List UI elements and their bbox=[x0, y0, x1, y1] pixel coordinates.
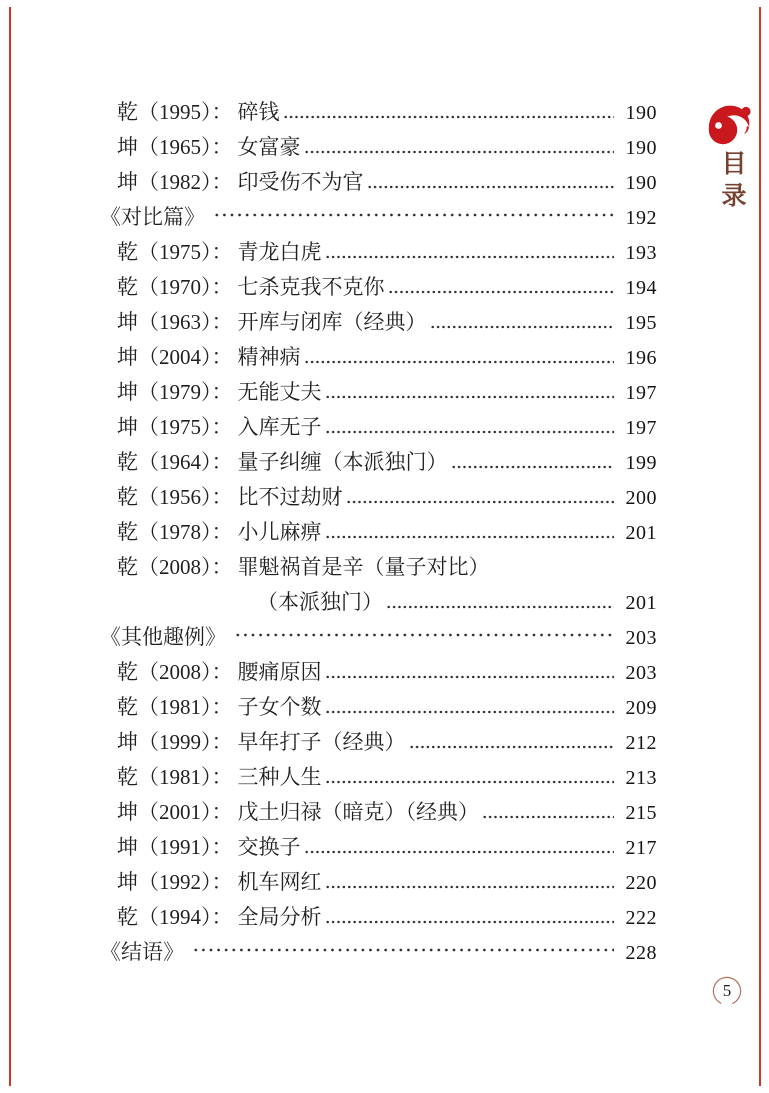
dot-leader bbox=[325, 911, 615, 924]
entry-label: 乾（1975）： bbox=[117, 240, 233, 264]
entry-title: 比不过劫财 bbox=[237, 485, 343, 509]
toc-entry-row bbox=[100, 760, 657, 795]
entry-label: 乾（1981）： bbox=[117, 765, 233, 789]
taiji-fish-logo bbox=[702, 98, 758, 152]
dot-leader bbox=[325, 386, 615, 399]
dot-leader bbox=[325, 666, 615, 679]
entry-title: 戊土归禄（暗克）（经典） bbox=[237, 800, 479, 824]
toc-entry-row bbox=[100, 445, 657, 480]
entry-title: 碎钱 bbox=[237, 100, 280, 124]
entry-label: 坤（1991）： bbox=[117, 835, 233, 859]
toc-entry-row bbox=[100, 235, 657, 270]
entry-title: 开库与闭库（经典） bbox=[237, 310, 427, 334]
entry-title: 腰痛原因 bbox=[237, 660, 322, 684]
section-title: 《对比篇》 bbox=[100, 205, 205, 229]
dot-leader bbox=[325, 876, 615, 889]
dot-leader bbox=[388, 281, 615, 294]
page-number: 5 bbox=[722, 981, 732, 1000]
page-ref: 203 bbox=[625, 627, 657, 649]
page-ref: 209 bbox=[625, 697, 657, 719]
entry-title: 七杀克我不克你 bbox=[237, 275, 385, 299]
entry-label: 乾（2008）： bbox=[117, 660, 233, 684]
entry-label: 坤（1965）： bbox=[117, 135, 233, 159]
page-ref: 190 bbox=[625, 137, 657, 159]
toc-section-row bbox=[100, 620, 657, 655]
dot-leader bbox=[283, 106, 615, 119]
section-title: 《其他趣例》 bbox=[100, 625, 226, 649]
dot-leader bbox=[482, 806, 614, 819]
entry-title: 青龙白虎 bbox=[237, 240, 322, 264]
page-ref: 196 bbox=[625, 347, 657, 369]
page-ref: 222 bbox=[625, 907, 657, 929]
dot-leader bbox=[325, 421, 615, 434]
page-ref: 201 bbox=[625, 592, 657, 614]
entry-label: 乾（1978）： bbox=[117, 520, 233, 544]
dot-leader bbox=[325, 771, 615, 784]
page-ref: 193 bbox=[625, 242, 657, 264]
page-ref: 197 bbox=[625, 417, 657, 439]
dot-leader bbox=[430, 316, 615, 329]
page-ref: 194 bbox=[625, 277, 657, 299]
page-ref: 220 bbox=[625, 872, 657, 894]
dot-leader bbox=[346, 491, 615, 504]
dot-leader bbox=[213, 211, 614, 224]
entry-title: 印受伤不为官 bbox=[237, 170, 364, 194]
dot-leader bbox=[325, 246, 615, 259]
entry-label: 坤（2004）： bbox=[117, 345, 233, 369]
toc-entry-row bbox=[100, 375, 657, 410]
entry-title: 量子纠缠（本派独门） bbox=[237, 450, 448, 474]
toc-entry-row bbox=[100, 550, 657, 585]
toc-entry-row bbox=[100, 655, 657, 690]
entry-label: 坤（2001）： bbox=[117, 800, 233, 824]
toc-entry-row bbox=[100, 410, 657, 445]
dot-leader bbox=[304, 141, 615, 154]
page-ref: 212 bbox=[625, 732, 657, 754]
entry-title: 精神病 bbox=[237, 345, 301, 369]
entry-label: 坤（1982）： bbox=[117, 170, 233, 194]
toc-continuation-row bbox=[100, 585, 657, 620]
toc-entry-row bbox=[100, 865, 657, 900]
dot-leader bbox=[409, 736, 615, 749]
entry-label: 坤（1992）： bbox=[117, 870, 233, 894]
toc-entry-row bbox=[100, 340, 657, 375]
toc-entry-row bbox=[100, 795, 657, 830]
toc-entry-row bbox=[100, 95, 657, 130]
side-tab-label: 目录 bbox=[718, 150, 745, 214]
dot-leader bbox=[325, 701, 615, 714]
entry-label: 乾（1995）： bbox=[117, 100, 233, 124]
dot-leader bbox=[386, 596, 614, 609]
left-edge-rule bbox=[9, 7, 11, 1086]
toc-entry-row bbox=[100, 830, 657, 865]
dot-leader bbox=[304, 841, 615, 854]
toc-entry-row bbox=[100, 900, 657, 935]
page-ref: 192 bbox=[625, 207, 657, 229]
dot-leader bbox=[192, 946, 614, 959]
entry-label: 坤（1963）： bbox=[117, 310, 233, 334]
entry-label: 乾（1981）： bbox=[117, 695, 233, 719]
entry-title: 子女个数 bbox=[237, 695, 322, 719]
entry-title: 早年打子（经典） bbox=[237, 730, 406, 754]
page-ref: 195 bbox=[625, 312, 657, 334]
table-of-contents bbox=[100, 95, 657, 970]
toc-entry-row bbox=[100, 480, 657, 515]
page-ref: 190 bbox=[625, 102, 657, 124]
entry-label: 乾（1994）： bbox=[117, 905, 233, 929]
page-ref: 190 bbox=[625, 172, 657, 194]
entry-title: 女富豪 bbox=[237, 135, 301, 159]
page-ref: 213 bbox=[625, 767, 657, 789]
entry-title-continuation: （本派独门） bbox=[257, 590, 383, 614]
entry-title: 罪魁祸首是辛（量子对比） bbox=[237, 555, 490, 579]
page-number-badge bbox=[709, 973, 745, 1009]
toc-section-row bbox=[100, 200, 657, 235]
page-ref: 201 bbox=[625, 522, 657, 544]
section-title: 《结语》 bbox=[100, 940, 184, 964]
dot-leader bbox=[325, 526, 615, 539]
entry-label: 乾（2008）： bbox=[117, 555, 233, 579]
entry-title: 机车网红 bbox=[237, 870, 322, 894]
dot-leader bbox=[304, 351, 615, 364]
right-edge-rule bbox=[759, 7, 761, 1086]
entry-title: 无能丈夫 bbox=[237, 380, 322, 404]
page-ref: 215 bbox=[625, 802, 657, 824]
entry-label: 乾（1970）： bbox=[117, 275, 233, 299]
toc-section-row bbox=[100, 935, 657, 970]
entry-label: 坤（1999）： bbox=[117, 730, 233, 754]
page-ref: 199 bbox=[625, 452, 657, 474]
dot-leader bbox=[234, 631, 614, 644]
entry-title: 交换子 bbox=[237, 835, 301, 859]
page-ref: 203 bbox=[625, 662, 657, 684]
toc-entry-row bbox=[100, 305, 657, 340]
toc-entry-row bbox=[100, 165, 657, 200]
entry-label: 乾（1964）： bbox=[117, 450, 233, 474]
page-ref: 217 bbox=[625, 837, 657, 859]
page-ref: 228 bbox=[625, 942, 657, 964]
entry-title: 入库无子 bbox=[237, 415, 322, 439]
toc-entry-row bbox=[100, 270, 657, 305]
entry-title: 小儿麻痹 bbox=[237, 520, 322, 544]
page-ref: 200 bbox=[625, 487, 657, 509]
entry-label: 乾（1956）： bbox=[117, 485, 233, 509]
entry-label: 坤（1975）： bbox=[117, 415, 233, 439]
dot-leader bbox=[367, 176, 615, 189]
entry-title: 全局分析 bbox=[237, 905, 322, 929]
toc-entry-row bbox=[100, 725, 657, 760]
toc-entry-row bbox=[100, 130, 657, 165]
toc-entry-row bbox=[100, 690, 657, 725]
page-ref: 197 bbox=[625, 382, 657, 404]
toc-entry-row bbox=[100, 515, 657, 550]
entry-label: 坤（1979）： bbox=[117, 380, 233, 404]
dot-leader bbox=[451, 456, 615, 469]
entry-title: 三种人生 bbox=[237, 765, 322, 789]
